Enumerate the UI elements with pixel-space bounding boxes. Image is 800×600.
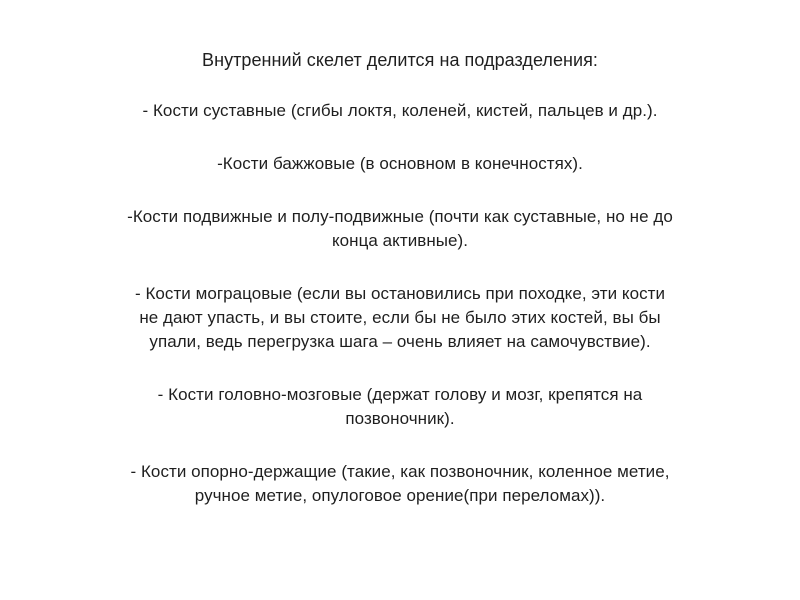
list-item-joint-bones — [20, 99, 780, 123]
list-item-line: ручное метие, опулоговое орение(при переломах)). — [194, 486, 606, 505]
list-item-line: -Кости подвижные и полу-подвижные (почти как суставные, но не до — [127, 207, 673, 226]
list-item-line: конца активные). — [331, 231, 469, 250]
list-item-head-brain-bones — [20, 383, 780, 431]
list-item-bazhzh-bones — [20, 152, 780, 176]
list-item-line: упали, ведь перегрузка шага – очень влияет на самочувствие). — [149, 332, 651, 351]
list-item-line: - Кости мограцовые (если вы остановились при походке, эти кости — [134, 284, 666, 303]
paragraph-gap — [20, 431, 780, 460]
list-item-line: - Кости опорно-держащие (такие, как позвоночник, коленное метие, — [130, 462, 670, 481]
list-item-line: - Кости головно-мозговые (держат голову и мозг, крепятся на — [157, 385, 643, 404]
list-item-line: позвоночник). — [345, 409, 455, 428]
list-item-line: не дают упасть, и вы стоите, если бы не было этих костей, вы бы — [139, 308, 661, 327]
slide-content — [20, 42, 780, 508]
list-item-support-bones — [20, 460, 780, 508]
paragraph-gap — [20, 253, 780, 282]
list-item-line: -Кости бажжовые (в основном в конечностях). — [217, 154, 583, 173]
list-item-line: - Кости суставные (сгибы локтя, коленей, кистей, пальцев и др.). — [142, 101, 658, 120]
paragraph-gap — [20, 176, 780, 205]
list-item-mobile-bones — [20, 205, 780, 253]
list-item-mogratsovye-bones — [20, 282, 780, 354]
paragraph-gap — [20, 123, 780, 152]
slide-title-text: Внутренний скелет делится на подразделения: — [202, 50, 598, 70]
slide-title — [20, 48, 780, 72]
paragraph-gap — [20, 354, 780, 383]
